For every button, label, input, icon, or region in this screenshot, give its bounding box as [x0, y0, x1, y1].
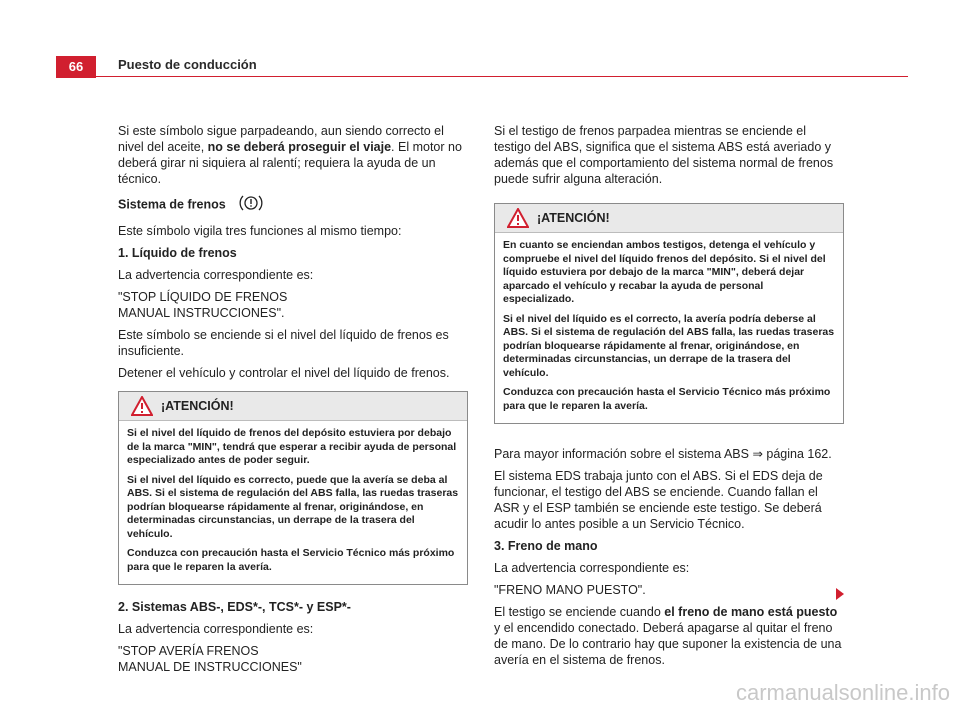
warning-box [118, 391, 468, 585]
text-run: El testigo se enciende cuando [494, 605, 665, 619]
warning-title: ¡ATENCIÓN! [537, 211, 610, 225]
warning-text: Si el nivel del líquido es el correcto, la avería podría deberse al ABS. Si el sistema de regulación del ABS falla, las ruedas traseras podrían bloquearse rápidamente al frenar, originándose, en determinadas circunstancias, un derrape de la trasera del vehículo. [503, 312, 835, 379]
warning-text: En cuanto se enciendan ambos testigos, detenga el vehículo y compruebe el nivel del líquido frenos del depósito. Si el nivel del líquido estuviera por debajo de la marca "MIN", deberá dejar aparcado el vehículo y recabar la ayuda de personal especializado. [503, 239, 826, 305]
warning-triangle-icon [507, 208, 529, 228]
parking-brake-paragraph [494, 604, 844, 668]
paragraph: La advertencia correspondiente es: [494, 561, 690, 575]
paragraph: La advertencia correspondiente es: [118, 268, 314, 282]
heading-brake-fluid: 1. Líquido de frenos [118, 246, 237, 260]
warning-message-quote: "STOP AVERÍA FRENOS MANUAL DE INSTRUCCIONES" [118, 644, 302, 674]
warning-box [494, 203, 844, 424]
heading-abs-systems: 2. Sistemas ABS-, EDS*-, TCS*- y ESP*- [118, 600, 351, 614]
warning-text: Si el nivel del líquido de frenos del depósito estuviera por debajo de la marca "MIN", tendrá que esperar a recibir ayuda de personal especializado antes de poder seguir. [127, 427, 457, 466]
text-run: . El motor no deberá girar ni siquiera al ralentí; requiera la ayuda de un técnico. [118, 140, 462, 186]
paragraph: Detener el vehículo y controlar el nivel del líquido de frenos. [118, 366, 450, 380]
text-run: y el encendido conectado. Deberá apagarse al quitar el freno de mano. De lo contrario hay que suponer la existencia de una avería en el sistema de frenos. [494, 621, 842, 667]
header-rule [96, 76, 908, 77]
warning-text: Conduzca con precaución hasta el Servicio Técnico más próximo para que le reparen la avería. [503, 386, 831, 412]
text-run: Si este símbolo sigue parpadeando, aun siendo correcto el nivel del aceite, [118, 124, 444, 154]
continue-arrow-icon [836, 588, 844, 600]
emphasis-text: no se deberá proseguir el viaje [207, 140, 392, 154]
page-number: 66 [56, 56, 96, 78]
emphasis-text: el freno de mano está puesto [664, 605, 838, 619]
warning-message-quote: "FRENO MANO PUESTO". [494, 583, 646, 597]
warning-text: Si el nivel del líquido es correcto, puede que la avería se deba al ABS. Si el sistema de regulación del ABS falla, las ruedas traseras podrían bloquearse rápidamente al frenar, originándose, en determinadas circunstancias, un derrape de la trasera del vehículo. [127, 473, 459, 540]
heading-parking-brake: 3. Freno de mano [494, 539, 598, 553]
warning-triangle-icon [131, 396, 153, 416]
left-column [118, 123, 468, 681]
warning-message-quote: "STOP LÍQUIDO DE FRENOS MANUAL INSTRUCCIONES". [118, 290, 288, 320]
warning-text: Conduzca con precaución hasta el Servicio Técnico más próximo para que le reparen la avería. [127, 547, 455, 573]
paragraph: La advertencia correspondiente es: [118, 622, 314, 636]
warning-box-body [119, 421, 467, 584]
paragraph: Si el testigo de frenos parpadea mientras se enciende el testigo del ABS, significa que el sistema ABS está averiado y además que el comportamiento del sistema normal de frenos puede sufrir alguna alteración. [494, 124, 834, 186]
right-column [494, 123, 844, 674]
paragraph: Este símbolo vigila tres funciones al mismo tiempo: [118, 224, 402, 238]
abs-page-reference: Para mayor información sobre el sistema ABS ⇒ página 162. [494, 447, 832, 461]
paragraph: Este símbolo se enciende si el nivel del líquido de frenos es insuficiente. [118, 328, 449, 358]
section-title: Puesto de conducción [118, 57, 257, 72]
page-header [0, 0, 960, 90]
watermark: carmanualsonline.info [735, 680, 950, 705]
warning-box-body [495, 233, 843, 423]
warning-box-header [495, 204, 843, 233]
heading-brake-system [118, 193, 468, 217]
oil-warning-paragraph [118, 123, 468, 187]
warning-box-header [119, 392, 467, 421]
warning-title: ¡ATENCIÓN! [161, 399, 234, 413]
brake-warning-icon [238, 193, 264, 217]
paragraph: El sistema EDS trabaja junto con el ABS. Si el EDS deja de funcionar, el testigo del ABS se enciende. Cuando fallan el ASR y el ESP también se enciende este testigo. Se deberá acudir lo antes posible a un Servicio Técnico. [494, 469, 823, 531]
heading-text: Sistema de frenos [118, 197, 226, 212]
